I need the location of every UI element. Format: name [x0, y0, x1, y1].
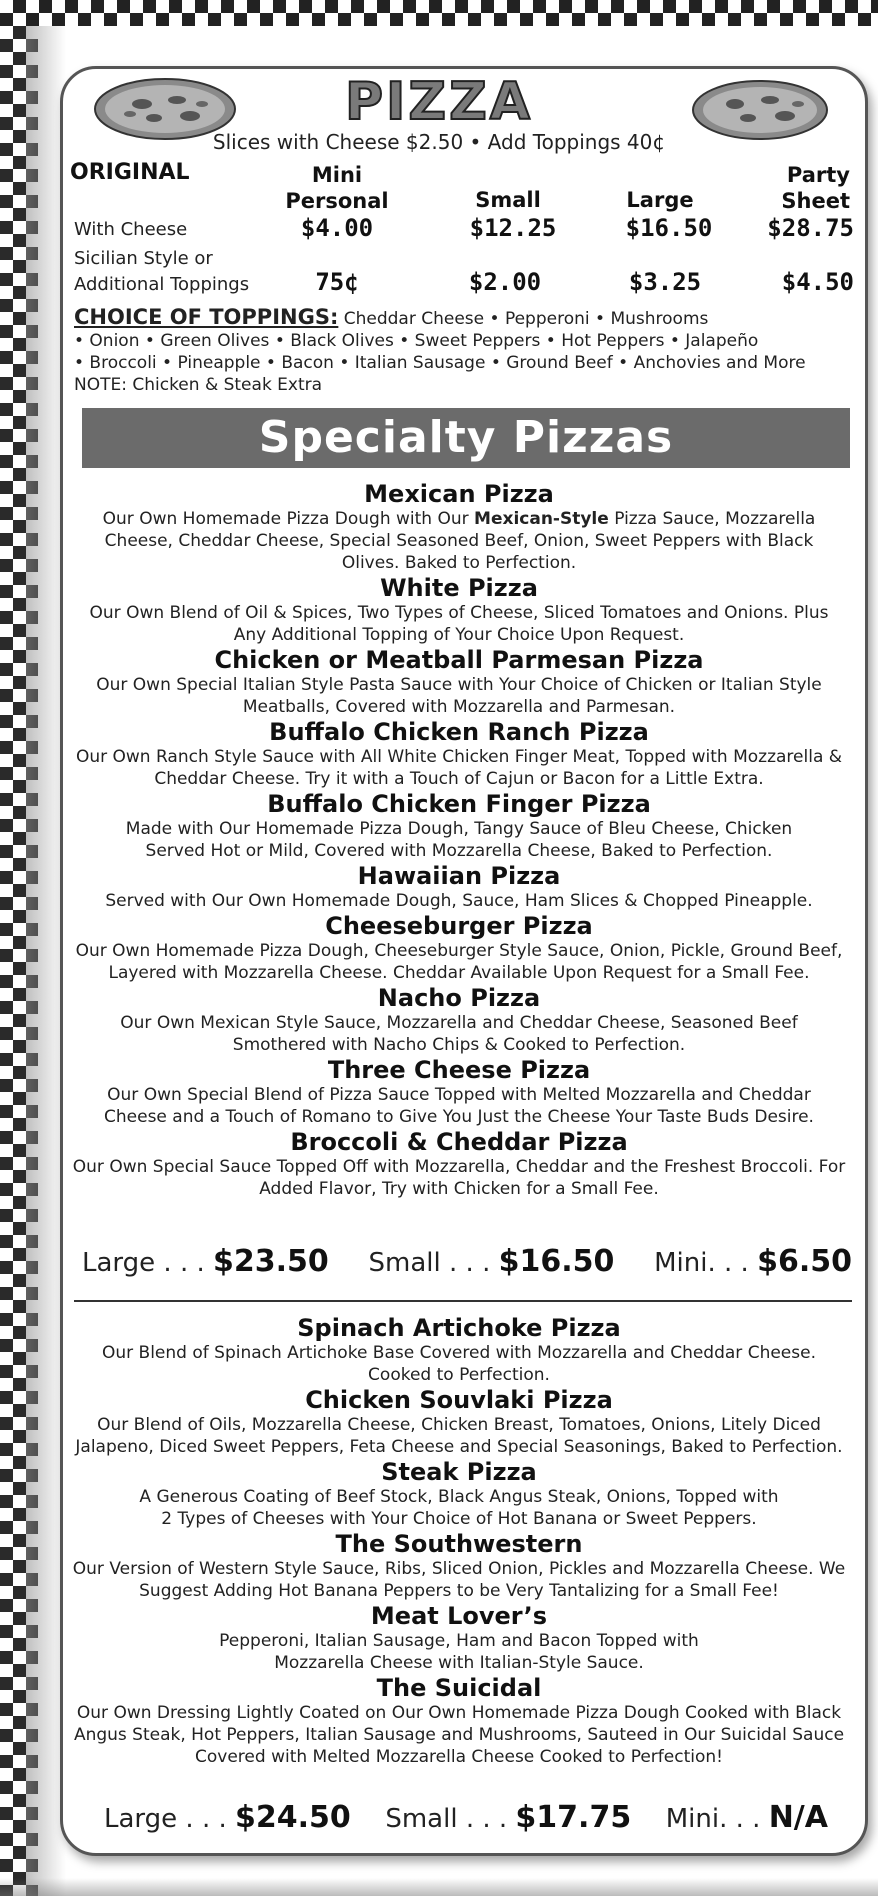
item-title: White Pizza — [380, 574, 538, 602]
mini-price: N/A — [768, 1800, 828, 1835]
list-item — [64, 862, 854, 912]
list-item — [64, 646, 854, 718]
list-item — [64, 984, 854, 1056]
list-item — [64, 1530, 854, 1602]
item-title: Buffalo Chicken Ranch Pizza — [269, 718, 649, 746]
item-description: Our Own Blend of Oil & Spices, Two Types of Cheese, Sliced Tomatoes and Onions. Plus Any Additional Topping of Your Choice Upon Request. — [89, 603, 829, 645]
price-party-sicilian: $4.50 — [781, 268, 854, 296]
list-item — [64, 1602, 854, 1674]
toppings-line-3: • Broccoli • Pineapple • Bacon • Italian Sausage • Ground Beef • Anchovies and More — [74, 353, 806, 373]
item-title: Mexican Pizza — [364, 480, 554, 508]
item-description: Our Blend of Oils, Mozzarella Cheese, Chicken Breast, Tomatoes, Onions, Litely Diced Jalapeno, Diced Sweet Peppers, Feta Cheese and Special Seasonings, Baked to Perfection. — [75, 1415, 843, 1457]
item-description: Our Own Ranch Style Sauce with All White Chicken Finger Meat, Topped with Mozzarella & Cheddar Cheese. Try it with a Touch of Cajun or Bacon for a Little Extra. — [75, 747, 843, 789]
item-title: Cheeseburger Pizza — [325, 912, 593, 940]
specialty-group-2 — [64, 1314, 854, 1768]
item-title: Meat Lover’s — [370, 1602, 548, 1630]
price-party-with-cheese: $28.75 — [767, 214, 854, 242]
toppings-heading: CHOICE OF TOPPINGS: — [74, 305, 339, 329]
list-item — [64, 790, 854, 862]
item-description: Made with Our Homemade Pizza Dough, Tangy Sauce of Bleu Cheese, Chicken Served Hot or Mild, Covered with Mozzarella Cheese, Baked to Perfection. — [125, 819, 793, 861]
col-header-party-sheet: Party Sheet — [781, 163, 850, 213]
item-title: Hawaiian Pizza — [357, 862, 561, 890]
small-price: $16.50 — [498, 1244, 615, 1279]
page-subtitle: Slices with Cheese $2.50 • Add Toppings 40¢ — [212, 130, 666, 154]
list-item — [64, 1386, 854, 1458]
item-description: Our Own Dressing Lightly Coated on Our Own Homemade Pizza Dough Cooked with Black Angus Steak, Hot Peppers, Italian Sausage and Mushrooms, Sauteed in Our Suicidal Sauce Covered with Melted Mozzarella Cheese Cooked to Perfection! — [73, 1703, 845, 1767]
col-header-large: Large — [626, 188, 694, 212]
small-label: Small . . . — [385, 1804, 508, 1834]
item-title: The Southwestern — [335, 1530, 583, 1558]
item-description: Our Own Mexican Style Sauce, Mozzarella and Cheddar Cheese, Seasoned Beef Smothered with Nacho Chips & Cooked to Perfection. — [120, 1013, 798, 1055]
row-label-with-cheese: With Cheese — [74, 219, 188, 240]
list-item — [64, 1674, 854, 1768]
item-title: Buffalo Chicken Finger Pizza — [267, 790, 651, 818]
large-price: $23.50 — [213, 1244, 329, 1279]
specialty-banner: Specialty Pizzas — [82, 408, 850, 468]
large-label: Large . . . — [82, 1248, 205, 1278]
price-large-with-cheese: $16.50 — [625, 214, 713, 242]
small-price: $17.75 — [515, 1800, 632, 1835]
item-title: Nacho Pizza — [377, 984, 541, 1012]
section-divider — [74, 1300, 852, 1302]
col-header-mini-personal: Mini Personal — [285, 163, 389, 213]
list-item — [64, 1056, 854, 1128]
item-description: Our Own Special Italian Style Pasta Sauce with Your Choice of Chicken or Italian Style Meatballs, Covered with Mozzarella and Parmesan. — [96, 675, 822, 717]
item-description: Our Version of Western Style Sauce, Ribs, Sliced Onion, Pickles and Mozzarella Cheese. We Suggest Adding Hot Banana Peppers to be Very Tantalizing for a Small Fee! — [72, 1559, 846, 1601]
item-description: Our Blend of Spinach Artichoke Base Covered with Mozzarella and Cheddar Cheese. Cooked to Perfection. — [102, 1343, 816, 1385]
item-title: Chicken Souvlaki Pizza — [305, 1386, 613, 1414]
item-title: The Suicidal — [376, 1674, 542, 1702]
toppings-line-1: Cheddar Cheese • Pepperoni • Mushrooms — [338, 309, 709, 329]
toppings-section — [74, 306, 854, 396]
page-bottom-shadow — [0, 1878, 878, 1896]
large-label: Large . . . — [104, 1804, 227, 1834]
list-item — [64, 480, 854, 574]
mini-label: Mini. . . — [654, 1248, 749, 1278]
list-item — [64, 1128, 854, 1200]
price-large-sicilian: $3.25 — [628, 268, 702, 296]
item-description: Our Own Special Blend of Pizza Sauce Topped with Melted Mozzarella and Cheddar Cheese and a Touch of Romano to Give You Just the Cheese Your Taste Buds Desire. — [104, 1085, 814, 1127]
mini-price: $6.50 — [757, 1244, 852, 1279]
mini-label: Mini. . . — [665, 1804, 761, 1834]
item-description: A Generous Coating of Beef Stock, Black Angus Steak, Onions, Topped with 2 Types of Cheeses with Your Choice of Hot Banana or Sweet Peppers. — [139, 1487, 779, 1529]
small-label: Small . . . — [368, 1248, 491, 1278]
row-label-sicilian: Sicilian Style or Additional Toppings — [74, 248, 250, 295]
item-title: Spinach Artichoke Pizza — [297, 1314, 621, 1342]
page-title: PIZZA — [344, 72, 534, 132]
list-item — [64, 718, 854, 790]
item-title: Broccoli & Cheddar Pizza — [290, 1128, 628, 1156]
item-title: Three Cheese Pizza — [327, 1056, 591, 1084]
price-mini-with-cheese: $4.00 — [300, 214, 374, 242]
item-description: Served with Our Own Homemade Dough, Sauce, Ham Slices & Chopped Pineapple. — [105, 891, 813, 911]
size-prices-group-1 — [82, 1244, 852, 1279]
list-item — [64, 1458, 854, 1530]
list-item — [64, 574, 854, 646]
item-description: Pepperoni, Italian Sausage, Ham and Bacon Topped with Mozzarella Cheese with Italian-Style Sauce. — [219, 1631, 699, 1673]
price-small-with-cheese: $12.25 — [469, 214, 557, 242]
toppings-line-2: • Onion • Green Olives • Black Olives • Sweet Peppers • Hot Peppers • Jalapeño — [74, 331, 759, 351]
original-heading: ORIGINAL — [70, 160, 190, 185]
col-header-small: Small — [475, 188, 541, 212]
item-title: Chicken or Meatball Parmesan Pizza — [214, 646, 704, 674]
large-price: $24.50 — [235, 1800, 351, 1835]
size-prices-group-2 — [104, 1800, 828, 1835]
price-small-sicilian: $2.00 — [468, 268, 542, 296]
item-description: Our Own Homemade Pizza Dough with Our Mexican-Style Pizza Sauce, Mozzarella Cheese, Cheddar Cheese, Special Seasoned Beef, Onion, Sweet Peppers with Black Olives. Baked to Perfection. — [102, 509, 816, 573]
list-item — [64, 912, 854, 984]
price-mini-sicilian: 75¢ — [315, 268, 359, 296]
item-description: Our Own Homemade Pizza Dough, Cheeseburger Style Sauce, Onion, Pickle, Ground Beef, Layered with Mozzarella Cheese. Cheddar Available Upon Request for a Small Fee. — [75, 941, 843, 983]
checkered-border-top — [0, 0, 878, 26]
item-description: Our Own Special Sauce Topped Off with Mozzarella, Cheddar and the Freshest Broccoli. For Added Flavor, Try with Chicken for a Small Fee. — [72, 1157, 846, 1199]
specialty-group-1 — [64, 480, 854, 1200]
item-title: Steak Pizza — [381, 1458, 537, 1486]
toppings-note: NOTE: Chicken & Steak Extra — [74, 375, 323, 395]
list-item — [64, 1314, 854, 1386]
